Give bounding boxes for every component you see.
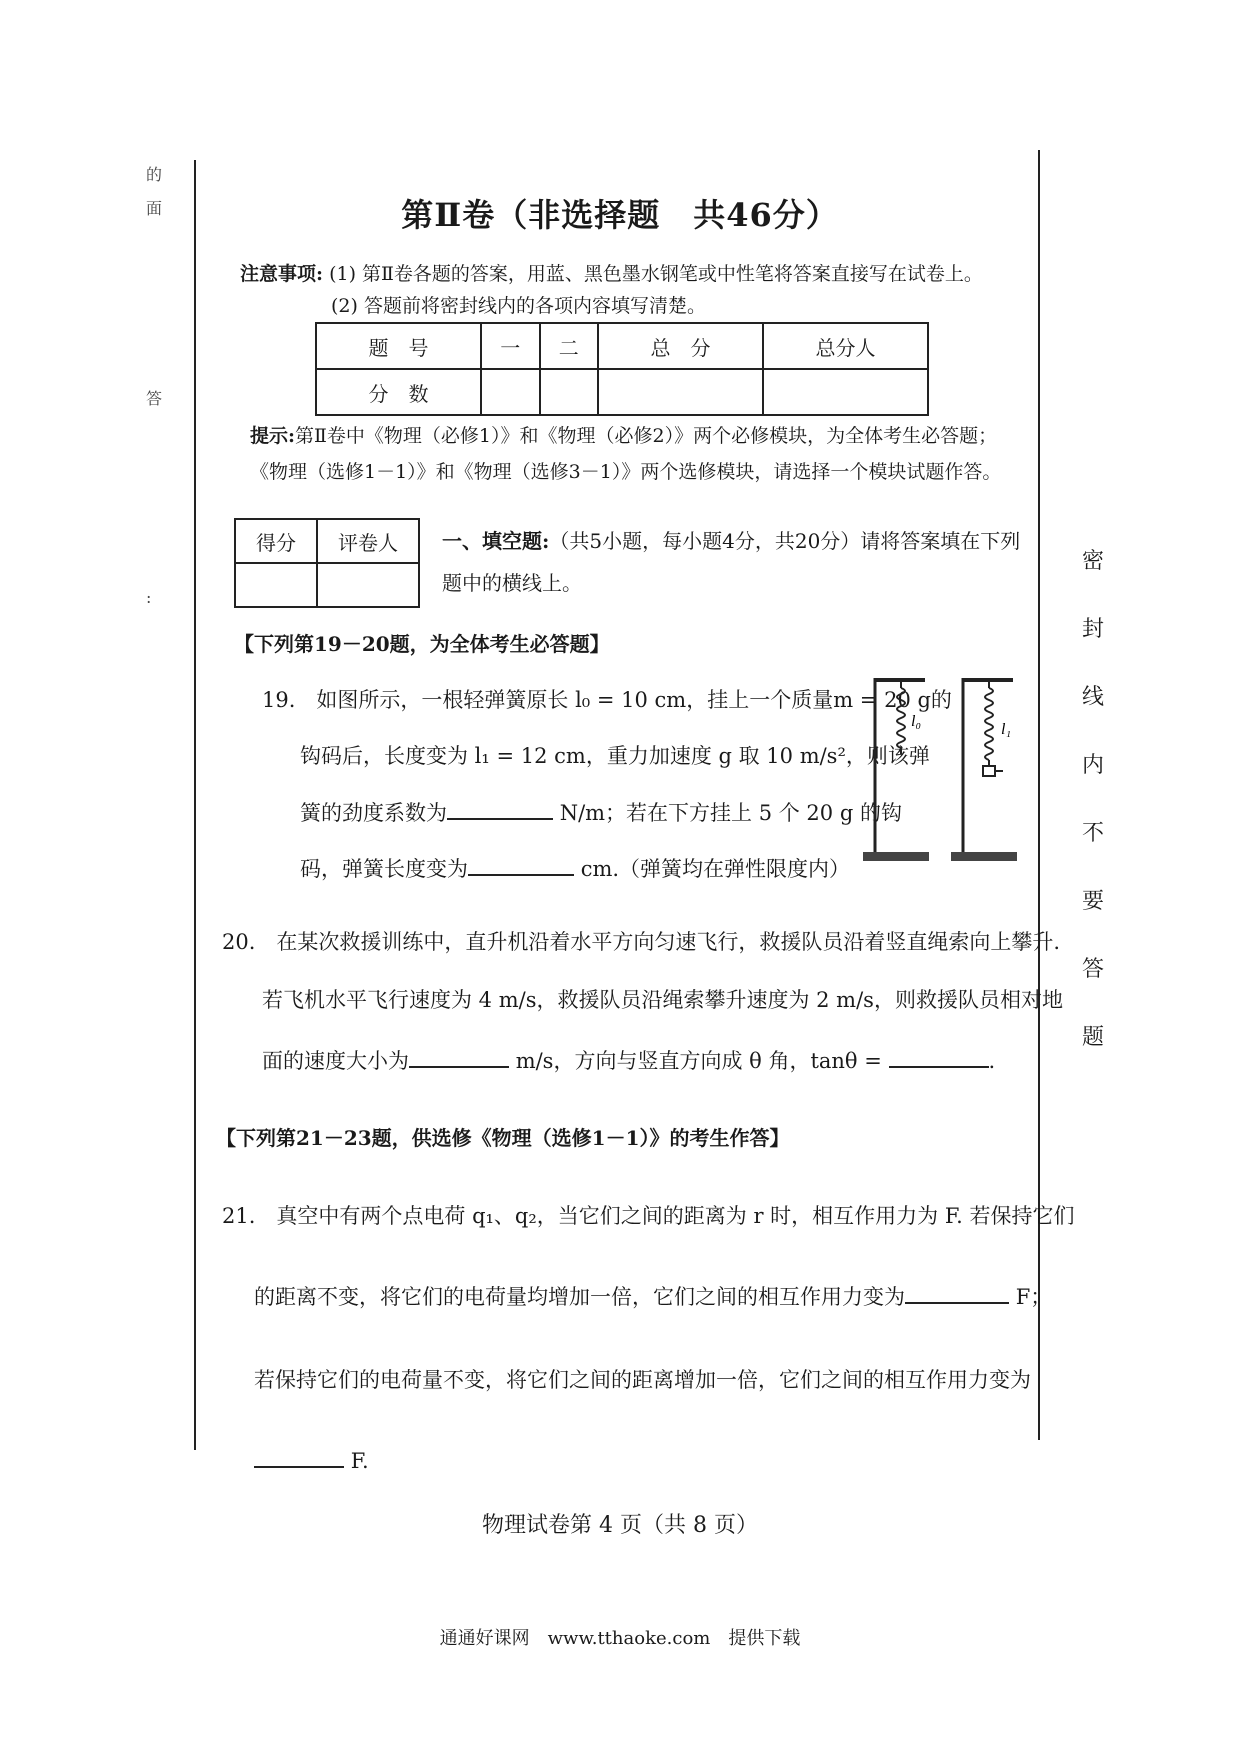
q21-line-2 xyxy=(254,1280,1051,1311)
section-heading xyxy=(442,520,1022,604)
grader-cell[interactable] xyxy=(235,563,317,607)
fig-label-l1: l₁ xyxy=(1001,721,1012,738)
score-cell[interactable] xyxy=(540,369,599,415)
tip-label: 提示: xyxy=(250,425,296,447)
score-header: 总 分 xyxy=(598,323,763,369)
notice-item-1: (1) 第Ⅱ卷各题的答案，用蓝、黑色墨水钢笔或中性笔将答案直接写在试卷上。 xyxy=(329,263,983,285)
notice xyxy=(240,258,983,322)
score-header: 总分人 xyxy=(763,323,928,369)
bracket-note: 【下列第19－20题，为全体考生必答题】 xyxy=(234,632,610,656)
q19-line-4 xyxy=(300,852,850,883)
answer-blank[interactable] xyxy=(905,1280,1009,1304)
seal-char: 答 xyxy=(1082,957,1105,982)
edge-char: 答 xyxy=(146,389,163,408)
q21-line-3: 若保持它们的电荷量不变，将它们之间的距离增加一倍，它们之间的相互作用力变为 xyxy=(254,1368,1031,1392)
spring-figure xyxy=(855,672,1045,868)
q20-line-2: 若飞机水平飞行速度为 4 m/s，救援队员沿绳索攀升速度为 2 m/s，则救援队员相对地 xyxy=(262,988,1063,1012)
q21-line-1: 21. 真空中有两个点电荷 q₁、q₂，当它们之间的距离为 r 时，相互作用力为 F. 若保持它们 xyxy=(222,1204,1075,1228)
answer-blank[interactable] xyxy=(409,1044,509,1068)
seal-char: 内 xyxy=(1082,753,1105,778)
grader-header: 得分 xyxy=(235,519,317,563)
answer-blank[interactable] xyxy=(468,852,574,876)
q19-line-4b: cm.（弹簧均在弹性限度内） xyxy=(580,857,851,881)
q19-line-1: 19. 如图所示，一根轻弹簧原长 l₀ = 10 cm，挂上一个质量m = 20 g的 xyxy=(262,688,952,712)
fig-label-l0: l₀ xyxy=(911,713,922,730)
q19-line-3 xyxy=(300,796,902,827)
seal-char: 要 xyxy=(1082,889,1105,914)
edge-char: : xyxy=(146,588,152,607)
score-header: 题 号 xyxy=(316,323,481,369)
seal-char: 线 xyxy=(1082,685,1105,710)
q20-line-1: 20. 在某次救援训练中，直升机沿着水平方向匀速飞行，救援队员沿着竖直绳索向上攀升. xyxy=(222,930,1061,954)
q21-line-4 xyxy=(254,1444,369,1473)
score-table xyxy=(315,322,929,416)
score-cell[interactable] xyxy=(763,369,928,415)
score-header: 二 xyxy=(540,323,599,369)
bracket-note: 【下列第21－23题，供选修《物理（选修1－1）》的考生作答】 xyxy=(216,1126,790,1150)
answer-blank[interactable] xyxy=(889,1044,989,1068)
section-text: （共5小题，每小题4分，共20分）请将答案填在下列题中的横线上。 xyxy=(442,529,1021,595)
score-row-label: 分 数 xyxy=(316,369,481,415)
edge-char: 面 xyxy=(146,199,163,218)
q19-line-2: 钩码后，长度变为 l₁ = 12 cm，重力加速度 g 取 10 m/s²，则该弹 xyxy=(300,744,930,768)
q19-line-3a: 簧的劲度系数为 xyxy=(300,801,447,825)
seal-char: 题 xyxy=(1082,1025,1105,1050)
section-label: 一、填空题: xyxy=(442,529,550,553)
tip xyxy=(250,418,1010,490)
edge-char: 的 xyxy=(146,165,163,184)
q19-line-3b: N/m；若在下方挂上 5 个 20 g 的钩 xyxy=(559,801,902,825)
q21-line-2a: 的距离不变，将它们的电荷量均增加一倍，它们之间的相互作用力变为 xyxy=(254,1285,905,1309)
q20-line-3c: . xyxy=(988,1049,996,1073)
download-credit: 通通好课网 www.tthaoke.com 提供下载 xyxy=(439,1628,801,1649)
notice-item-2: (2) 答题前将密封线内的各项内容填写清楚。 xyxy=(331,295,706,317)
q21-line-4b: F. xyxy=(350,1449,369,1473)
q21-line-2b: F； xyxy=(1015,1285,1052,1309)
score-cell[interactable] xyxy=(598,369,763,415)
tip-text: 第Ⅱ卷中《物理（必修1）》和《物理（必修2）》两个必修模块，为全体考生必答题；《物理（选修1－1）》和《物理（选修3－1）》两个选修模块，请选择一个模块试题作答。 xyxy=(250,425,1002,483)
grader-header: 评卷人 xyxy=(317,519,419,563)
grader-cell[interactable] xyxy=(317,563,419,607)
q19-line-4a: 码，弹簧长度变为 xyxy=(300,857,468,881)
page-footer: 物理试卷第 4 页（共 8 页） xyxy=(482,1513,758,1538)
q20-line-3a: 面的速度大小为 xyxy=(262,1049,409,1073)
page-title: 第Ⅱ卷（非选择题 共46分） xyxy=(401,196,839,234)
left-margin-line xyxy=(194,160,196,1450)
score-cell[interactable] xyxy=(481,369,540,415)
notice-label: 注意事项: xyxy=(240,263,324,285)
q20-line-3 xyxy=(262,1044,995,1075)
q20-line-3b: m/s，方向与竖直方向成 θ 角，tanθ = xyxy=(515,1049,882,1073)
seal-char: 封 xyxy=(1082,617,1105,642)
answer-blank[interactable] xyxy=(254,1444,344,1468)
seal-char: 不 xyxy=(1082,821,1105,846)
grader-table xyxy=(234,518,420,608)
score-header: 一 xyxy=(481,323,540,369)
answer-blank[interactable] xyxy=(447,796,553,820)
seal-char: 密 xyxy=(1082,549,1105,574)
